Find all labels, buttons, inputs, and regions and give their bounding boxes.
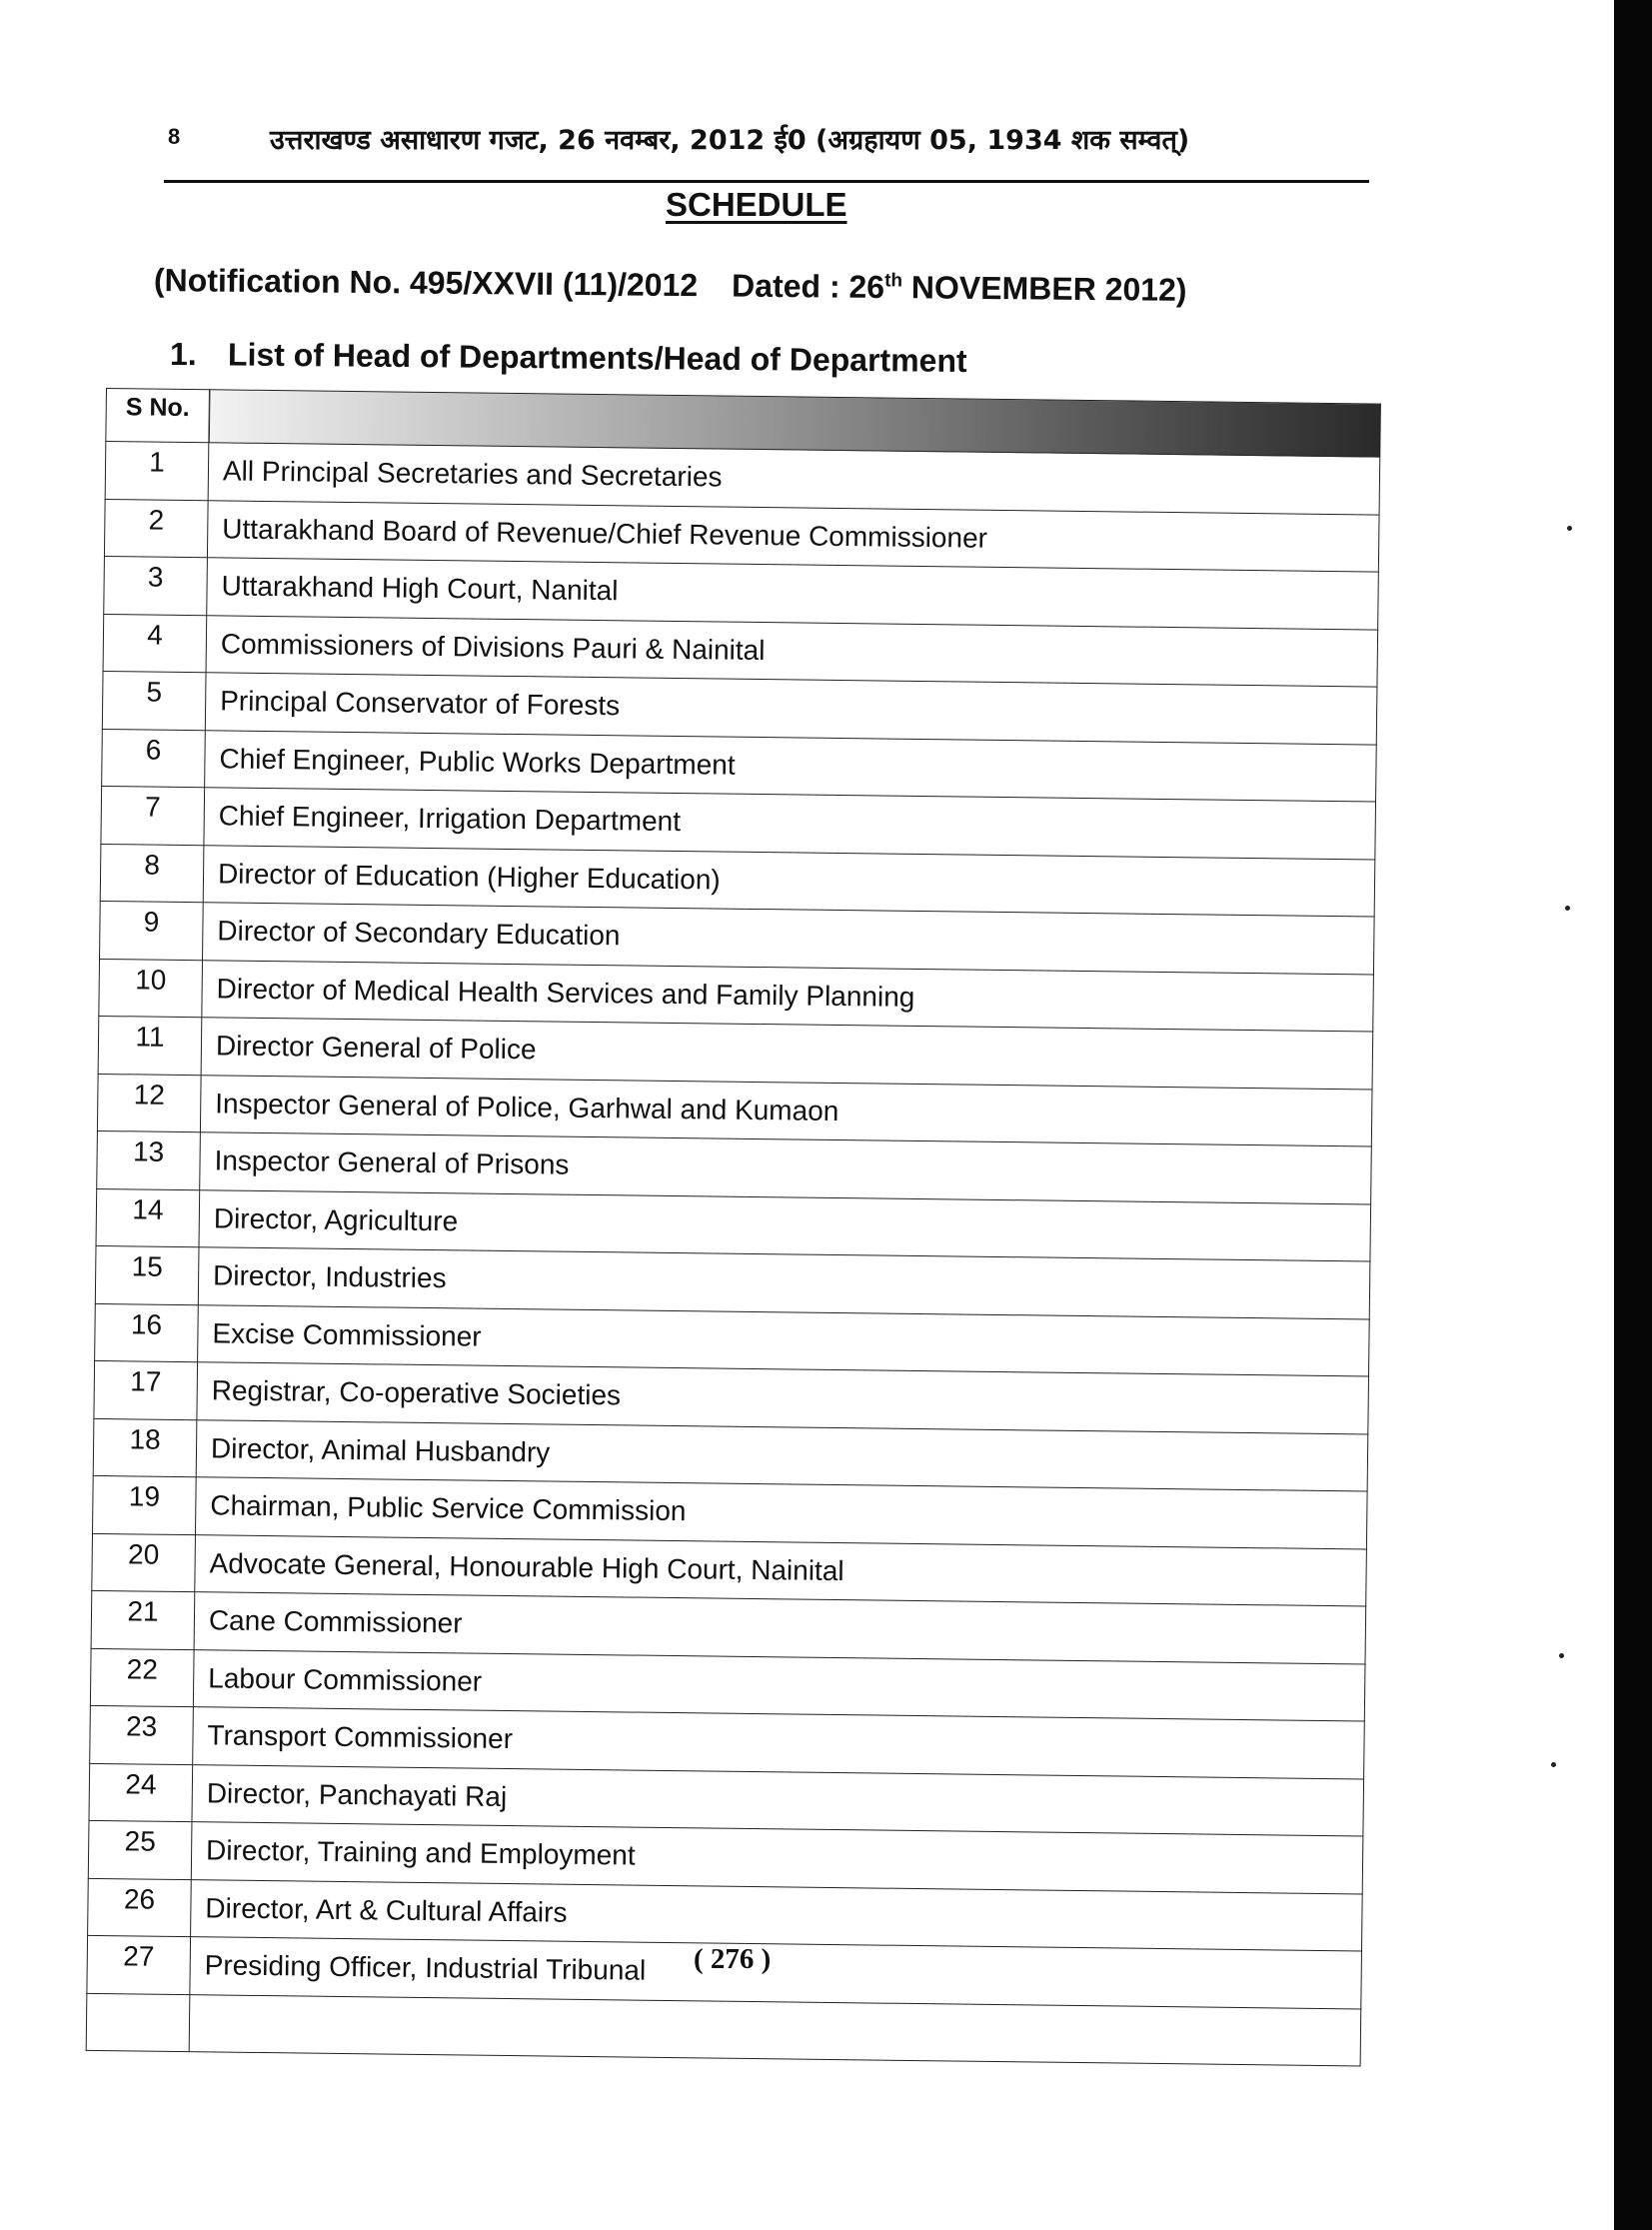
row-sno: 26 [88,1878,192,1937]
row-sno: 18 [93,1418,197,1477]
table-body [86,442,1380,2066]
row-department: Presiding Officer, Industrial Tribunal [190,1937,1362,2009]
gazette-line: उत्तराखण्ड असाधारण गजट, 26 नवम्बर, 2012 ई0 (अग्रहायण 05, 1934 शक सम्वत्) [270,125,1190,156]
row-sno: 21 [91,1590,195,1649]
row-sno: 11 [98,1016,202,1075]
row-department: Inspector General of Police, Garhwal and Kumaon [200,1075,1372,1146]
gazette-header [164,120,1369,183]
row-sno: 22 [90,1648,194,1707]
row-department: Director, Industries [198,1247,1370,1319]
row-sno: 23 [90,1705,194,1764]
row-sno: 16 [95,1303,199,1362]
row-sno: 13 [97,1130,201,1189]
notification-month-year: NOVEMBER 2012) [910,269,1187,308]
row-department: Director, Animal Husbandry [196,1419,1368,1491]
row-sno: 19 [92,1475,196,1534]
list-number: 1. [169,336,197,373]
day-suffix: th [884,270,903,292]
row-sno: 17 [94,1360,198,1419]
row-sno: 7 [101,786,205,845]
departments-table-wrapper [86,388,1381,2066]
row-department: Director, Training and Employment [191,1822,1363,1894]
row-sno: 24 [89,1763,193,1822]
row-sno: 25 [88,1820,192,1879]
row-sno: 2 [104,499,208,558]
row-sno: 9 [100,901,204,960]
row-department: Transport Commissioner [193,1707,1365,1779]
row-sno: 27 [87,1935,191,1994]
row-department: Director General of Police [201,1018,1373,1090]
departments-table [86,388,1381,2066]
row-department: Uttarakhand Board of Revenue/Chief Revenue Commissioner [207,500,1379,572]
row-sno [86,1993,190,2052]
notification-number: (Notification No. 495/XXVII (11)/2012 [153,262,699,304]
row-department: Director of Education (Higher Education) [203,845,1375,917]
scan-speck [1559,1653,1564,1658]
row-department: Director, Agriculture [199,1189,1371,1261]
row-sno: 4 [103,614,207,673]
scan-speck [1565,906,1570,911]
list-title: List of Head of Departments/Head of Department [227,336,967,379]
row-department: Director of Medical Health Services and Family Planning [202,960,1374,1032]
row-sno: 15 [95,1245,199,1304]
sno-header: S No. [106,389,210,443]
row-sno: 20 [92,1533,196,1592]
scan-edge-shadow [1614,0,1652,2230]
row-sno: 12 [97,1074,201,1132]
row-department: Excise Commissioner [198,1304,1370,1376]
notification-day: 26 [848,268,885,306]
row-department: Chief Engineer, Irrigation Department [204,788,1376,860]
row-department: Uttarakhand High Court, Nanital [207,558,1379,630]
row-sno: 6 [102,729,206,788]
scan-speck [1551,1762,1556,1767]
list-heading [170,336,967,380]
row-department: Director of Secondary Education [203,903,1375,975]
row-department: Inspector General of Prisons [200,1132,1372,1204]
row-sno: 10 [99,959,203,1018]
schedule-title: SCHEDULE [666,186,847,223]
page-number: 8 [168,124,181,149]
row-department: Director, Panchayati Raj [192,1764,1364,1836]
notification-line [154,262,1187,309]
row-department: Labour Commissioner [193,1649,1365,1721]
row-department: Commissioners of Divisions Pauri & Nainital [206,615,1378,687]
row-sno: 1 [105,442,209,501]
row-department: Chairman, Public Service Commission [195,1477,1367,1549]
row-department: Registrar, Co-operative Societies [197,1362,1369,1434]
row-department: Director, Art & Cultural Affairs [191,1879,1363,1951]
row-sno: 14 [96,1188,200,1247]
row-department: All Principal Secretaries and Secretaries [208,443,1380,515]
row-sno: 3 [104,556,208,615]
row-department: Chief Engineer, Public Works Department [205,730,1377,802]
row-department: Advocate General, Honourable High Court, Nainital [195,1534,1367,1606]
row-department: Cane Commissioner [194,1592,1366,1664]
row-department: Principal Conservator of Forests [205,673,1377,745]
dated-label: Dated : [731,267,840,305]
scan-speck [1567,526,1572,531]
row-sno: 5 [102,671,206,730]
footer-page-number: ( 276 ) [694,1943,772,1975]
row-sno: 8 [100,844,204,903]
